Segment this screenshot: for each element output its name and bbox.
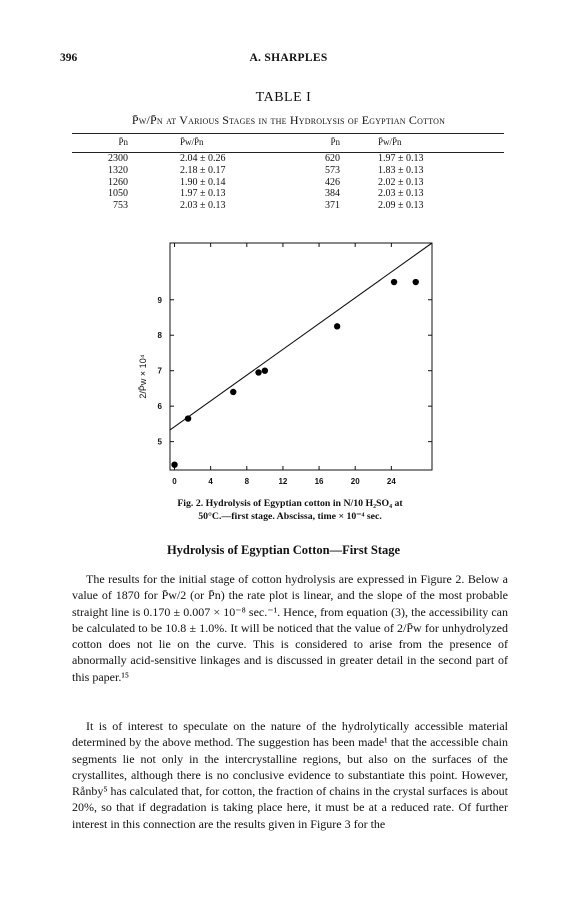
y-axis-label: 2/P̄w × 10⁴	[138, 354, 148, 399]
fit-line	[170, 243, 432, 430]
table-cell: 1260	[108, 176, 128, 188]
x-tick-label: 16	[314, 477, 324, 486]
table-cell: 620	[325, 153, 340, 164]
table-cell: 2.18 ± 0.17	[180, 164, 226, 176]
table-cell: 1.97 ± 0.13	[378, 153, 424, 164]
table-cell: 2.09 ± 0.13	[378, 200, 424, 212]
table-cell: 1.97 ± 0.13	[180, 188, 226, 200]
table-cell: 2.02 ± 0.13	[378, 176, 424, 188]
table-number: TABLE I	[255, 90, 312, 105]
x-tick-label: 0	[172, 477, 177, 486]
table-title: P̄w/P̄n at Various Stages in the Hydrolysis of Egyptian Cotton	[131, 113, 446, 127]
data-point	[171, 461, 177, 467]
data-point	[255, 369, 261, 375]
table-cell: 1.83 ± 0.13	[378, 164, 424, 176]
table-cell: 1.90 ± 0.14	[180, 176, 226, 188]
column-header: P̄w/P̄n	[180, 137, 280, 153]
caption-line: 50°C.—first stage. Abscissa, time × 10⁻⁴ sec.	[198, 511, 382, 522]
section-title: Hydrolysis of Egyptian Cotton—First Stage	[166, 543, 401, 557]
table-cell: 2300	[108, 153, 128, 164]
table-cell: 2.03 ± 0.13	[180, 200, 226, 212]
column-header: P̄n	[72, 137, 180, 153]
table-cell: 384	[325, 188, 340, 200]
x-tick-label: 20	[350, 477, 360, 486]
data-point	[185, 415, 191, 421]
column-header: P̄n	[280, 137, 378, 153]
caption-line: Fig. 2. Hydrolysis of Egyptian cotton in N/10 H₂SO₄ at	[177, 498, 403, 509]
paragraph-text: It is of interest to speculate on the nature of the hydrolytically accessible material determined by the above method. The suggestion has been made¹ that the accessible chain segments lie not only in the intercrystalline regions, but also on the surfaces of the crystallites, although there is no conclusive evidence to substantiate this point. However, Rånby⁵ has calculated that, for cotton, the fraction of chains in the crystal surfaces is about 20%, so that if degradation is taking place here, it must be at a reduced rate. Of further interest in this connection are the results given in Figure 3 for the	[72, 719, 508, 831]
data-point	[334, 323, 340, 329]
table-cell: 371	[325, 200, 340, 212]
data-point	[391, 279, 397, 285]
body-paragraph	[72, 718, 508, 832]
table-cell: 1320	[108, 164, 128, 176]
table-cell: 753	[113, 200, 128, 212]
x-tick-label: 8	[244, 477, 250, 486]
y-tick-label: 8	[157, 331, 162, 341]
y-tick-label: 5	[157, 437, 162, 447]
table-cell: 1050	[108, 188, 128, 200]
page-number: 396	[60, 52, 78, 64]
paragraph-text: The results for the initial stage of cotton hydrolysis are expressed in Figure 2. Below a value of 1870 for P̄w/2 (or P̄n) the rate plot is linear, and the slope of the most probable straight line is 0.170 ± 0.007 × 10⁻⁸ sec.⁻¹. Hence, from equation (3), the accessibility can be calculated to be 10.8 ± 1.0%. It will be noticed that the value of 2/P̄w for unhydrolyzed cotton does not lie on the curve. This is considered to arise from the presence of abnormally acid-sensitive linkages and is discussed in greater detail in the second part of this paper.¹⁵	[72, 572, 508, 684]
body-paragraph	[72, 571, 508, 685]
x-tick-label: 4	[208, 477, 213, 486]
table-cell: 426	[325, 176, 340, 188]
running-head: A. SHARPLES	[249, 52, 328, 64]
x-tick-label: 24	[386, 477, 396, 486]
table-cell: 2.03 ± 0.13	[378, 188, 424, 200]
column-header: P̄w/P̄n	[378, 137, 504, 153]
figure-caption	[120, 497, 460, 523]
y-tick-label: 7	[157, 366, 162, 376]
table-cell: 2.04 ± 0.26	[180, 153, 226, 164]
x-tick-label: 12	[278, 477, 288, 486]
data-point	[413, 279, 419, 285]
plot-frame	[170, 243, 432, 470]
data-point	[230, 389, 236, 395]
table-cell: 573	[325, 164, 340, 176]
y-tick-label: 6	[157, 402, 162, 412]
y-tick-label: 9	[157, 295, 162, 305]
data-point	[262, 367, 268, 373]
